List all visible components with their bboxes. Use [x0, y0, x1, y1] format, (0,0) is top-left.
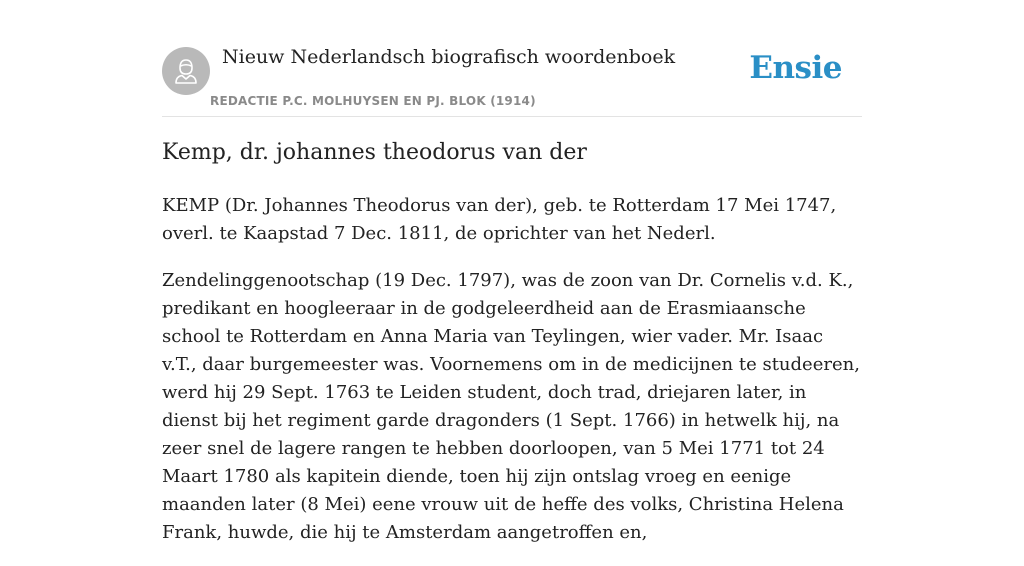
article-title: Kemp, dr. johannes theodorus van der [162, 140, 587, 165]
book-title[interactable]: Nieuw Nederlandsch biografisch woordenboek [222, 46, 676, 68]
header [162, 0, 862, 117]
user-avatar-icon [162, 47, 210, 95]
article-paragraph: KEMP (Dr. Johannes Theodorus van der), geb. te Rotterdam 17 Mei 1747, overl. te Kaapstad 7 Dec. 1811, de oprichter van het Nederl. [162, 195, 837, 244]
ensie-logo[interactable]: Ensie [749, 50, 842, 86]
article-paragraph: Zendelinggenootschap (19 Dec. 1797), was de zoon van Dr. Cornelis v.d. K., predikant en hoogleeraar in de godgeleerdheid aan de Erasmiaansche school te Rotterdam en Anna Maria van Teylingen, wier vader. Mr. Isaac v.T., daar burgemeester was. Voornemens om in de medicijnen te studeeren, werd hij 29 Sept. 1763 te Leiden student, doch trad, driejaren later, in dienst bij het regiment garde dragonders (1 Sept. 1766) in hetwelk hij, na zeer snel de lagere rangen te hebben doorloopen, van 5 Mei 1771 tot 24 Maart 1780 als kapitein diende, toen hij zijn ontslag vroeg en eenige maanden later (8 Mei) eene vrouw uit de heffe des volks, Christina Helena Frank, huwde, die hij te Amsterdam aangetroffen en, [162, 270, 860, 543]
article-body [162, 192, 862, 566]
page [162, 0, 862, 543]
book-editors: REDACTIE P.C. MOLHUYSEN EN PJ. BLOK (1914) [210, 94, 536, 108]
